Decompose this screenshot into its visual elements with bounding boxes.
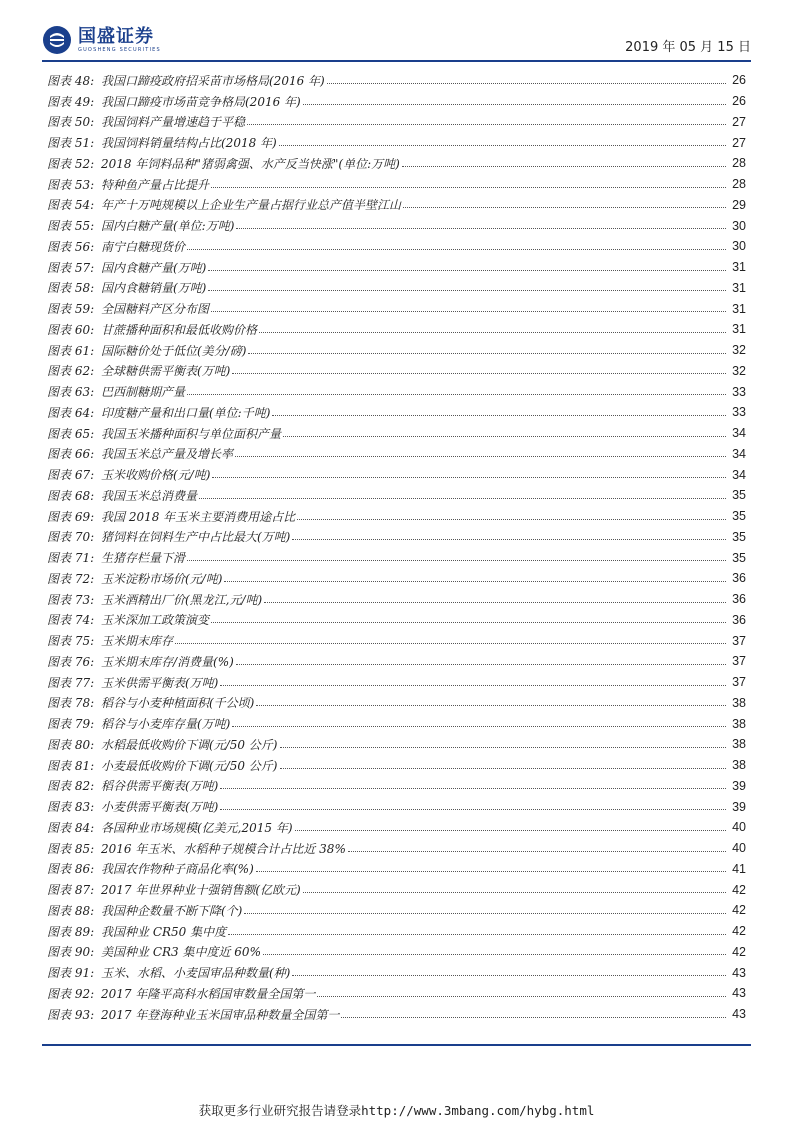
dot-leader — [303, 104, 726, 105]
figure-title[interactable]: 我国玉米总产量及增长率 — [101, 447, 234, 462]
page-number: 37 — [732, 654, 746, 669]
dot-leader — [247, 124, 726, 125]
figure-label: 图表 49: — [47, 94, 95, 109]
toc-row[interactable] — [47, 170, 746, 191]
figure-label: 图表 93: — [47, 1007, 95, 1022]
page-number: 42 — [732, 882, 746, 897]
figure-title[interactable]: 我国农作物种子商品化率(%) — [101, 862, 254, 877]
page-number: 37 — [732, 675, 746, 689]
page-number: 35 — [732, 509, 746, 523]
dot-leader — [211, 187, 726, 188]
figure-title[interactable]: 玉米淀粉市场价(元/吨) — [101, 571, 223, 586]
dot-leader — [292, 539, 726, 540]
figure-title[interactable]: 小麦供需平衡表(万吨) — [101, 800, 219, 814]
dot-leader — [317, 996, 726, 997]
toc-row[interactable] — [47, 232, 746, 253]
toc-row[interactable] — [47, 834, 746, 855]
page-number: 40 — [732, 820, 746, 835]
figure-title[interactable]: 南宁白糖现货价 — [101, 239, 186, 254]
page-number: 36 — [732, 571, 746, 586]
page-number: 28 — [732, 177, 746, 191]
toc-row[interactable] — [47, 460, 746, 481]
dot-leader — [208, 290, 726, 291]
dot-leader — [187, 394, 726, 395]
toc-row[interactable] — [47, 481, 746, 502]
figure-label: 图表 78: — [47, 696, 95, 711]
dot-leader — [236, 664, 726, 665]
figure-title[interactable]: 玉米期末库存/消费量(%) — [101, 654, 234, 669]
page-number: 26 — [732, 73, 746, 88]
toc-row[interactable] — [47, 419, 746, 440]
dot-leader — [208, 270, 726, 271]
footer-link[interactable]: 获取更多行业研究报告请登录http://www.3mbang.com/hybg.html — [198, 1103, 595, 1118]
figure-title[interactable]: 甘蔗播种面积和最低收购价格 — [101, 322, 258, 337]
figure-title[interactable]: 稻谷供需平衡表(万吨) — [101, 779, 219, 794]
page-number: 39 — [732, 778, 746, 793]
page-number: 26 — [732, 94, 746, 108]
figure-title[interactable]: 各国种业市场规模(亿美元,2015 年) — [101, 820, 293, 835]
toc-row[interactable] — [47, 647, 746, 668]
figure-title[interactable]: 玉米酒精出厂价(黑龙江,元/吨) — [101, 592, 263, 607]
page-number: 35 — [732, 529, 746, 544]
figure-title[interactable]: 我国种业 CR50 集中度 — [101, 924, 227, 939]
figure-label: 图表 59: — [47, 302, 95, 316]
figure-label: 图表 72: — [47, 571, 95, 586]
figure-title[interactable]: 我国口蹄疫政府招采苗市场格局(2016 年) — [101, 73, 325, 88]
figure-title[interactable]: 我国 2018 年玉米主要消费用途占比 — [101, 509, 296, 524]
figure-label: 图表 70: — [47, 530, 95, 545]
toc-row[interactable] — [47, 979, 746, 1000]
toc-row[interactable] — [47, 668, 746, 689]
page-number: 43 — [732, 965, 746, 980]
dot-leader — [279, 145, 726, 146]
figure-label: 图表 73: — [47, 592, 95, 607]
figure-label: 图表 65: — [47, 426, 95, 441]
dot-leader — [256, 871, 726, 872]
dot-leader — [175, 643, 726, 644]
toc-row[interactable] — [47, 855, 746, 876]
figure-label: 图表 64: — [47, 405, 95, 420]
dot-leader — [264, 602, 726, 603]
figure-title[interactable]: 巴西制糖期产量 — [101, 385, 186, 399]
toc-row[interactable] — [47, 149, 746, 170]
page-number: 37 — [732, 633, 746, 648]
toc-row[interactable] — [47, 253, 746, 274]
page-number: 32 — [732, 363, 746, 378]
figure-title[interactable]: 2016 年玉米、水稻种子规模合计占比近 38% — [101, 841, 346, 856]
dot-leader — [232, 373, 726, 374]
dot-leader — [259, 332, 726, 333]
footer-divider — [42, 1044, 751, 1046]
figure-label: 图表 86: — [47, 862, 95, 877]
figure-label: 图表 56: — [47, 239, 95, 254]
brand-name: 国盛证券 — [78, 25, 154, 47]
toc-row[interactable] — [47, 108, 746, 129]
figure-title[interactable]: 2017 年世界种业十强销售额(亿欧元) — [101, 883, 301, 897]
figure-title[interactable]: 国际糖价处于低位(美分/磅) — [101, 343, 247, 358]
page-number: 36 — [732, 592, 746, 606]
page-number: 43 — [732, 1007, 746, 1021]
figure-title[interactable]: 我国种企数量不断下降(个) — [101, 903, 243, 918]
brand-name-en: GUOSHENG SECURITIES — [78, 46, 161, 53]
toc-row[interactable] — [47, 709, 746, 730]
figure-title[interactable]: 猪饲料在饲料生产中占比最大(万吨) — [101, 530, 291, 545]
figure-title[interactable]: 玉米收购价格(元/吨) — [101, 468, 211, 482]
figure-title[interactable]: 2017 年登海种业玉米国审品种数量全国第一 — [101, 1007, 340, 1022]
figure-title[interactable]: 全球糖供需平衡表(万吨) — [101, 364, 231, 379]
dot-leader — [228, 934, 726, 935]
toc-row[interactable] — [47, 336, 746, 357]
dot-leader — [283, 436, 726, 437]
dot-leader — [402, 166, 726, 167]
figure-label: 图表 54: — [47, 198, 95, 213]
figure-label: 图表 88: — [47, 903, 95, 918]
figure-label: 图表 81: — [47, 758, 95, 773]
page-number: 38 — [732, 695, 746, 710]
figure-title[interactable]: 我国饲料销量结构占比(2018 年) — [101, 136, 277, 150]
dot-leader — [327, 83, 726, 84]
figure-label: 图表 67: — [47, 468, 95, 482]
figure-label: 图表 69: — [47, 509, 95, 524]
page-number: 35 — [732, 488, 746, 503]
page-number: 30 — [732, 239, 746, 254]
page-number: 34 — [732, 426, 746, 440]
figure-title[interactable]: 我国玉米播种面积与单位面积产量 — [101, 426, 282, 441]
figure-title[interactable]: 玉米、水稻、小麦国审品种数量(种) — [101, 966, 291, 980]
dot-leader — [263, 954, 726, 955]
figure-label: 图表 55: — [47, 219, 95, 233]
toc-row[interactable] — [47, 294, 746, 315]
page-number: 33 — [732, 384, 746, 399]
figure-label: 图表 83: — [47, 800, 95, 814]
figure-title[interactable]: 印度糖产量和出口量(单位:千吨) — [101, 405, 271, 420]
dot-leader — [236, 228, 726, 229]
page-number: 42 — [732, 944, 746, 959]
toc-row[interactable] — [47, 689, 746, 710]
dot-leader — [235, 456, 726, 457]
figure-label: 图表 80: — [47, 737, 95, 752]
dot-leader — [403, 207, 726, 208]
dot-leader — [220, 685, 726, 686]
figure-label: 图表 85: — [47, 841, 95, 856]
brand-logo — [42, 24, 161, 56]
toc-row[interactable] — [47, 211, 746, 232]
figure-label: 图表 57: — [47, 260, 95, 275]
toc-row[interactable] — [47, 626, 746, 647]
guosheng-logo-icon — [42, 25, 72, 55]
dot-leader — [220, 809, 726, 810]
figure-label: 图表 75: — [47, 634, 95, 648]
toc-row[interactable] — [47, 585, 746, 606]
dot-leader — [211, 311, 726, 312]
toc-row[interactable] — [47, 1000, 746, 1021]
dot-leader — [187, 249, 726, 250]
dot-leader — [256, 705, 726, 706]
figure-label: 图表 58: — [47, 281, 95, 296]
figure-title[interactable]: 国内食糖销量(万吨) — [101, 281, 207, 296]
toc-row[interactable] — [47, 917, 746, 938]
toc-row[interactable] — [47, 398, 746, 419]
dot-leader — [212, 477, 726, 478]
toc-row[interactable] — [47, 502, 746, 523]
page-number: 38 — [732, 716, 746, 731]
dot-leader — [232, 726, 726, 727]
figure-title[interactable]: 特种鱼产量占比提升 — [101, 177, 210, 192]
toc-row[interactable] — [47, 938, 746, 959]
toc-row[interactable] — [47, 87, 746, 108]
page-number: 33 — [732, 405, 746, 420]
toc-row[interactable] — [47, 896, 746, 917]
figure-label: 图表 76: — [47, 654, 95, 669]
page-number: 31 — [732, 301, 746, 316]
figure-label: 图表 60: — [47, 322, 95, 337]
page-number: 36 — [732, 612, 746, 627]
toc-row[interactable] — [47, 274, 746, 295]
dot-leader — [341, 1017, 726, 1018]
figure-label: 图表 71: — [47, 551, 95, 565]
figure-title[interactable]: 国内食糖产量(万吨) — [101, 260, 207, 275]
figure-title[interactable]: 全国糖料产区分布图 — [101, 302, 210, 316]
toc-row[interactable] — [47, 875, 746, 896]
figure-label: 图表 77: — [47, 675, 95, 690]
figure-label: 图表 89: — [47, 924, 95, 939]
page-number: 39 — [732, 799, 746, 814]
toc-row[interactable] — [47, 128, 746, 149]
dot-leader — [224, 581, 726, 582]
page-number: 43 — [732, 986, 746, 1001]
toc-row[interactable] — [47, 606, 746, 627]
dot-leader — [292, 975, 726, 976]
figure-label: 图表 82: — [47, 779, 95, 794]
page-number: 41 — [732, 861, 746, 876]
report-date: 2019 年 05 月 15 日 — [625, 40, 751, 55]
toc-row[interactable] — [47, 66, 746, 87]
figure-title[interactable]: 美国种业 CR3 集中度近 60% — [101, 945, 261, 960]
page-number: 42 — [732, 903, 746, 918]
dot-leader — [187, 560, 726, 561]
toc-row[interactable] — [47, 813, 746, 834]
page-number: 34 — [732, 467, 746, 482]
figure-label: 图表 52: — [47, 156, 95, 171]
page-number: 31 — [732, 260, 746, 274]
figure-label: 图表 61: — [47, 343, 95, 358]
toc-row[interactable] — [47, 772, 746, 793]
figure-label: 图表 87: — [47, 883, 95, 897]
figure-label: 图表 63: — [47, 385, 95, 399]
figure-label: 图表 53: — [47, 177, 95, 192]
toc-row[interactable] — [47, 440, 746, 461]
figure-title[interactable]: 我国口蹄疫市场苗竞争格局(2016 年) — [101, 94, 301, 109]
page-number: 31 — [732, 280, 746, 295]
dot-leader — [297, 519, 726, 520]
figure-title[interactable]: 2017 年隆平高科水稻国审数量全国第一 — [101, 986, 316, 1001]
figure-label: 图表 92: — [47, 986, 95, 1001]
dot-leader — [280, 768, 727, 769]
figure-title[interactable]: 玉米供需平衡表(万吨) — [101, 675, 219, 690]
dot-leader — [303, 892, 726, 893]
page-number: 28 — [732, 156, 746, 171]
page-number: 27 — [732, 135, 746, 150]
toc-row[interactable] — [47, 377, 746, 398]
figure-label: 图表 91: — [47, 966, 95, 980]
toc-row[interactable] — [47, 751, 746, 772]
toc-row[interactable] — [47, 792, 746, 813]
figure-title[interactable]: 年产十万吨规模以上企业生产量占据行业总产值半壁江山 — [101, 198, 402, 213]
toc-row[interactable] — [47, 191, 746, 212]
figure-label: 图表 68: — [47, 488, 95, 503]
page-number: 29 — [732, 197, 746, 212]
toc-row[interactable] — [47, 523, 746, 544]
page-number: 34 — [732, 446, 746, 461]
figure-label: 图表 66: — [47, 447, 95, 462]
figure-title[interactable]: 稻谷与小麦种植面积(千公顷) — [101, 696, 255, 711]
figure-title[interactable]: 水稻最低收购价下调(元/50 公斤) — [101, 737, 278, 752]
page-number: 35 — [732, 550, 746, 565]
dot-leader — [248, 353, 726, 354]
figure-label: 图表 50: — [47, 115, 95, 130]
figure-label: 图表 79: — [47, 717, 95, 731]
figure-title[interactable]: 小麦最低收购价下调(元/50 公斤) — [101, 758, 278, 773]
figure-title[interactable]: 玉米期末库存 — [101, 634, 174, 648]
dot-leader — [220, 788, 726, 789]
figure-title[interactable]: 生猪存栏量下滑 — [101, 551, 186, 565]
page-number: 31 — [732, 322, 746, 337]
page-header — [42, 22, 751, 62]
toc-row[interactable] — [47, 543, 746, 564]
figure-title[interactable]: 稻谷与小麦库存量(万吨) — [101, 717, 231, 731]
dot-leader — [280, 747, 727, 748]
figure-label: 图表 84: — [47, 820, 95, 835]
page-number: 40 — [732, 841, 746, 855]
page-number: 27 — [732, 114, 746, 129]
page-number: 42 — [732, 924, 746, 938]
figure-label: 图表 48: — [47, 73, 95, 88]
dot-leader — [348, 851, 726, 852]
toc-row[interactable] — [47, 315, 746, 336]
dot-leader — [244, 913, 726, 914]
toc-row[interactable] — [47, 357, 746, 378]
toc-row[interactable] — [47, 730, 746, 751]
page-number: 38 — [732, 758, 746, 772]
toc-row[interactable] — [47, 958, 746, 979]
page-number: 38 — [732, 737, 746, 752]
figure-label: 图表 90: — [47, 945, 95, 960]
figure-label: 图表 62: — [47, 364, 95, 379]
toc-row[interactable] — [47, 564, 746, 585]
figure-title[interactable]: 国内白糖产量(单位:万吨) — [101, 219, 235, 233]
figure-title[interactable]: 我国玉米总消费量 — [101, 488, 198, 503]
page-number: 30 — [732, 218, 746, 233]
figure-label: 图表 74: — [47, 613, 95, 628]
dot-leader — [211, 622, 726, 623]
dot-leader — [272, 415, 726, 416]
dot-leader — [199, 498, 726, 499]
figure-title[interactable]: 我国饲料产量增速趋于平稳 — [101, 115, 246, 130]
dot-leader — [295, 830, 726, 831]
figure-label: 图表 51: — [47, 136, 95, 150]
figure-list — [47, 66, 746, 1021]
figure-title[interactable]: 2018 年饲料品种"猪弱禽强、水产反当快涨"(单位:万吨) — [101, 156, 400, 171]
page-number: 32 — [732, 343, 746, 357]
figure-title[interactable]: 玉米深加工政策演变 — [101, 613, 210, 628]
